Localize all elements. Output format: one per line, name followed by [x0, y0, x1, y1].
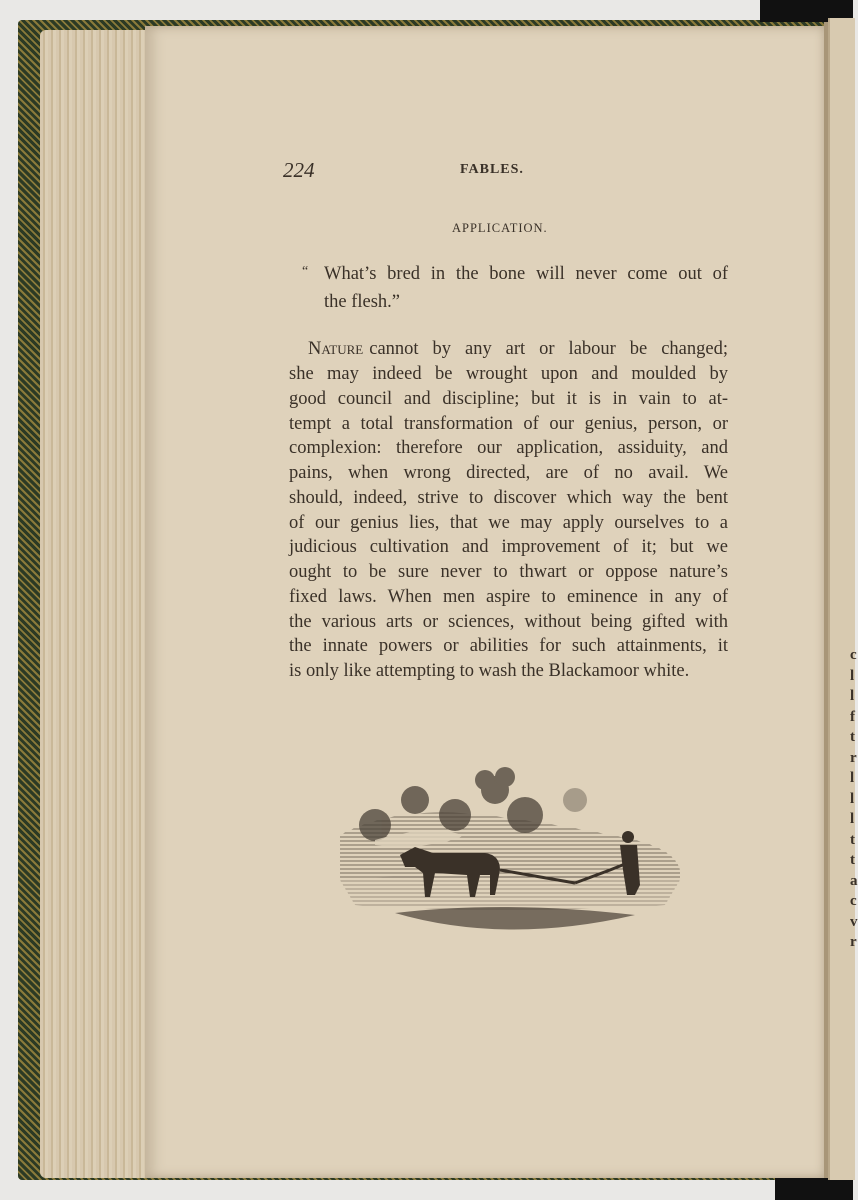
facing-page-letter: t: [850, 729, 855, 745]
body-line: fixed laws. When men aspire to eminence in any of: [289, 586, 728, 607]
facing-page-letter: r: [850, 749, 857, 766]
foreground-grass: [395, 907, 635, 930]
ploughing-engraving: [335, 755, 690, 940]
body-line: tempt a total transformation of our genius, person, or: [289, 413, 728, 434]
body-line: good council and discipline; but it is in vain to at-: [289, 388, 728, 409]
facing-page-letter: t: [850, 831, 855, 848]
running-title: FABLES.: [460, 162, 524, 177]
body-line: should, indeed, strive to discover which way the bent: [289, 487, 728, 508]
body-line: pains, when wrong directed, are of no avail. We: [289, 463, 728, 483]
body-last-line: is only like attempting to wash the Blackamoor white.: [289, 661, 690, 681]
facing-page-letter: l: [850, 770, 855, 786]
body-line: complexion: therefore our application, assiduity, and: [289, 438, 728, 459]
facing-page-text-fragment: [850, 645, 858, 953]
open-quote: “: [302, 264, 309, 279]
facing-page-letter: l: [850, 688, 855, 704]
page-number: 224: [283, 158, 315, 182]
body-first-line: [308, 339, 728, 360]
facing-page-letter: r: [850, 934, 857, 950]
page-block-edges: [40, 30, 148, 1178]
body-line: she may indeed be wrought upon and moulded by: [289, 364, 728, 384]
body-line: judicious cultivation and improvement of it; but we: [289, 537, 728, 558]
facing-page-edge: [828, 18, 858, 1180]
body-line: ought to be sure never to thwart or oppose nature’s: [289, 562, 728, 582]
body-line: the innate powers or abilities for such attainments, it: [289, 636, 728, 657]
proverb-line: What’s bred in the bone will never come out of: [324, 264, 728, 284]
lead-word: Nature: [308, 339, 364, 359]
body-line: cannot by any art or labour be changed;: [369, 339, 728, 359]
facing-page-letter: a: [850, 872, 858, 889]
facing-page-letter: c: [850, 647, 857, 663]
body-line: of our genius lies, that we may apply ourselves to a: [289, 512, 728, 533]
facing-page-letter: l: [850, 811, 855, 827]
facing-page-letter: l: [850, 667, 855, 684]
facing-page-letter: f: [850, 708, 855, 725]
body-line: the various arts or sciences, without being gifted with: [289, 611, 728, 632]
proverb-line: the flesh.”: [324, 292, 401, 312]
facing-page-letter: c: [850, 893, 857, 909]
facing-page-letter: t: [850, 852, 855, 868]
facing-page-letter: l: [850, 790, 855, 807]
facing-page-letter: v: [850, 913, 858, 930]
section-heading: APPLICATION.: [452, 221, 548, 235]
